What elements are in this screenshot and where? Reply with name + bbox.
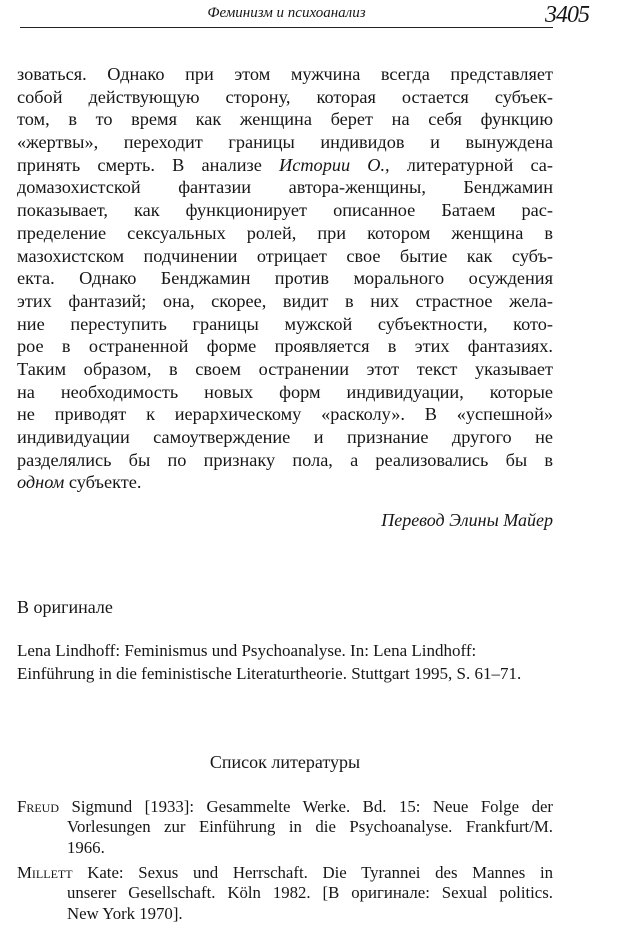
translator-credit: Перевод Элины Майер (381, 510, 553, 530)
text-line: разделялись бы по признаку пола, а реализовались бы в (17, 449, 553, 470)
bib-line: New York 1970]. (67, 903, 183, 923)
bibliography-entry (17, 797, 553, 858)
bib-line: Vorlesungen zur Einführung in die Psychoanalyse. Frankfurt/M. (67, 817, 553, 837)
text-line: екта. Однако Бенджамин против морального осуждения (17, 268, 553, 289)
bib-text: Sigmund [1933]: Gesammelte Werke. Bd. 15: Neue Folge der (59, 797, 553, 816)
text-line: «жертвы», переходит границы индивидов и вынуждена (17, 132, 553, 153)
bibliography-entry (17, 863, 553, 924)
page-number: 3405 (545, 2, 589, 28)
text-line: домазохистской фантазии автора-женщины, Бенджамин (17, 177, 553, 198)
bib-line: unserer Gesellschaft. Köln 1982. [В оригинале: Sexual politics. (67, 883, 553, 903)
text-line: этих фантазий; она, скорее, видит в них страстное жела- (17, 290, 553, 311)
text-line: показывает, как функционирует описанное Батаем рас- (17, 200, 553, 221)
bib-text: Kate: Sexus und Herrschaft. Die Tyrannei des Mannes in (72, 863, 553, 882)
text-line (17, 471, 553, 494)
original-heading: В оригинале (17, 597, 113, 617)
text-line: пределение сексуальных ролей, при котором женщина в (17, 222, 553, 243)
italic-title: Истории О., (279, 154, 390, 175)
text-line: зоваться. Однако при этом мужчина всегда представляет (17, 64, 553, 84)
original-source: Lena Lindhoff: Feminismus und Psychoanalyse. In: Lena Lindhoff: Einführung in die feministische Literaturtheorie. Stuttgart 1995, S. 61–71. (17, 641, 522, 683)
bib-line: 1966. (67, 837, 105, 857)
bib-line (17, 797, 553, 817)
running-header-title: Феминизм и психоанализ (207, 5, 366, 21)
text-line (17, 154, 553, 177)
text-line: рое в остраненной форме проявляется в этих фантазиях. (17, 336, 553, 357)
text-line: том, в то время как женщина берет на себя функцию (17, 109, 553, 130)
text-segment: принять смерть. В анализе (17, 154, 280, 175)
bibliography-heading: Список литературы (209, 752, 361, 772)
text-segment: субъекте. (68, 472, 142, 493)
text-line: мазохистском подчинении отрицает свое бытие как субъ- (17, 245, 553, 266)
bib-author: Freud (17, 797, 59, 816)
text-line: Таким образом, в своем остранении этот текст указывает (17, 358, 553, 379)
header-rule (20, 27, 553, 28)
text-segment: литературной са- (389, 154, 553, 175)
main-paragraph (17, 63, 553, 494)
text-line: собой действующую сторону, которая остается субъек- (17, 86, 553, 107)
text-line: ние переступить границы мужской субъектности, кото- (17, 313, 553, 334)
text-line: на необходимость новых форм индивидуации, которые (17, 381, 553, 402)
bib-line (17, 863, 553, 883)
bib-author: Millett (17, 863, 73, 882)
italic-word: одном (17, 472, 65, 493)
text-line: индивидуации самоутверждение и признание другого не (17, 427, 553, 447)
text-line: не приводят к иерархическому «расколу». В «успешной» (17, 404, 553, 425)
